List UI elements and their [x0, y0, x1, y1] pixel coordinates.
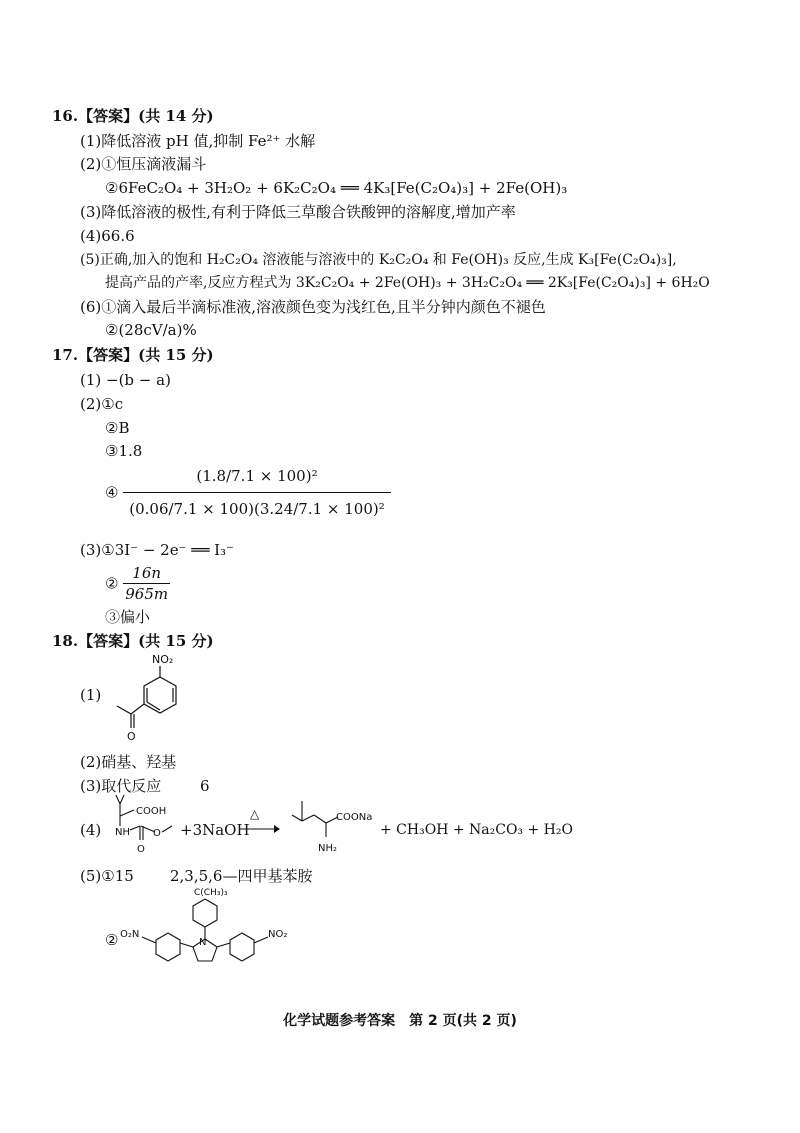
q17-answer-2-3: ③1.8 — [105, 442, 143, 460]
q18-answer-4-label: (4) — [80, 821, 102, 839]
q18-answer-4-reagent: +3NaOH — [180, 821, 250, 839]
q18-answer-3a: (3)取代反应 — [80, 777, 162, 795]
q18-answer-4-product — [280, 793, 380, 863]
q17-answer-2-4 — [105, 462, 391, 523]
q16-answer-4: (4)66.6 — [80, 227, 135, 245]
q18-product-nh2: NH₂ — [318, 843, 338, 854]
q18-reactant-ester-o: O — [153, 828, 161, 839]
q18-answer-1-structure — [105, 650, 195, 745]
q18-answer-4-reactant — [100, 790, 190, 860]
q18-answer-5-2-label: ② — [105, 931, 119, 949]
q16-answer-2-2: ②6FeC₂O₄ + 3H₂O₂ + 6K₂C₂O₄ ══ 4K₃[Fe(C₂O₄)₃] + 2Fe(OH)₃ — [105, 179, 568, 197]
q18-structure-tbutyl: C(CH₃)₃ — [194, 888, 228, 898]
q18-answer-5-1b: 2,3,5,6—四甲基苯胺 — [170, 867, 313, 885]
q18-answer-1-label: (1) — [80, 686, 102, 704]
q18-answer-3b: 6 — [200, 777, 210, 795]
q18-structure-no2-left: O₂N — [120, 929, 140, 940]
q16-answer-2-1: (2)①恒压滴液漏斗 — [80, 155, 207, 173]
q17-answer-1: (1) −(b − a) — [80, 371, 171, 389]
q18-reactant-nh: NH — [115, 827, 130, 838]
q18-header: 18.【答案】(共 15 分) — [52, 632, 214, 650]
q17-answer-2-4-label: ④ — [105, 483, 119, 502]
q18-structure-no2-right: NO₂ — [268, 929, 288, 940]
q17-answer-3-2-numerator: 16n — [123, 563, 170, 584]
q17-answer-3-1: (3)①3I⁻ − 2e⁻ ══ I₃⁻ — [80, 541, 234, 559]
q17-answer-3-2-label: ② — [105, 574, 119, 593]
q18-structure-no2: NO₂ — [152, 653, 174, 666]
q16-header: 16.【答案】(共 14 分) — [52, 107, 214, 125]
q18-reactant-cooh: COOH — [136, 806, 167, 817]
q17-answer-3-3: ③偏小 — [105, 608, 151, 626]
q17-equilibrium-fraction — [123, 462, 391, 523]
q17-answer-3-2-fraction — [123, 563, 170, 604]
q17-fraction-numerator: (1.8/7.1 × 100)² — [123, 462, 391, 493]
q18-answer-2: (2)硝基、羟基 — [80, 753, 177, 771]
q16-answer-5-2: 提高产品的产率,反应方程式为 3K₂C₂O₄ + 2Fe(OH)₃ + 3H₂C₂O₄ ══ 2K₃[Fe(C₂O₄)₃] + 6H₂O — [105, 275, 710, 291]
q16-answer-6-2: ②(28cV/a)% — [105, 321, 197, 339]
q18-heat-label: △ — [250, 807, 260, 821]
q18-answer-5-2-structure — [120, 885, 320, 985]
q17-header: 17.【答案】(共 15 分) — [52, 346, 214, 364]
q17-fraction-denominator: (0.06/7.1 × 100)(3.24/7.1 × 100)² — [129, 500, 385, 518]
q16-answer-1: (1)降低溶液 pH 值,抑制 Fe²⁺ 水解 — [80, 132, 316, 150]
q17-answer-2-2: ②B — [105, 419, 130, 437]
q18-structure-carbonyl-o: O — [127, 730, 136, 743]
page-footer: 化学试题参考答案 第 2 页(共 2 页) — [283, 1013, 517, 1029]
q17-answer-2-1: (2)①c — [80, 395, 124, 413]
q17-answer-3-2 — [105, 563, 170, 604]
q16-answer-3: (3)降低溶液的极性,有利于降低三草酸合铁酸钾的溶解度,增加产率 — [80, 203, 516, 221]
q18-reaction-arrow — [240, 824, 280, 834]
q16-answer-5-1: (5)正确,加入的饱和 H₂C₂O₄ 溶液能与溶液中的 K₂C₂O₄ 和 Fe(OH)₃ 反应,生成 K₃[Fe(C₂O₄)₃], — [80, 252, 677, 268]
q18-answer-4-products: + CH₃OH + Na₂CO₃ + H₂O — [380, 822, 573, 838]
q18-reactant-carbonyl-o: O — [137, 844, 145, 855]
q17-answer-3-2-denominator: 965m — [125, 585, 169, 603]
q18-answer-5-1a: (5)①15 — [80, 867, 134, 885]
q16-answer-6-1: (6)①滴入最后半滴标准液,溶液颜色变为浅红色,且半分钟内颜色不褪色 — [80, 298, 546, 316]
q18-product-coona: COONa — [336, 812, 373, 823]
q18-structure-nitrogen: N — [199, 937, 207, 948]
